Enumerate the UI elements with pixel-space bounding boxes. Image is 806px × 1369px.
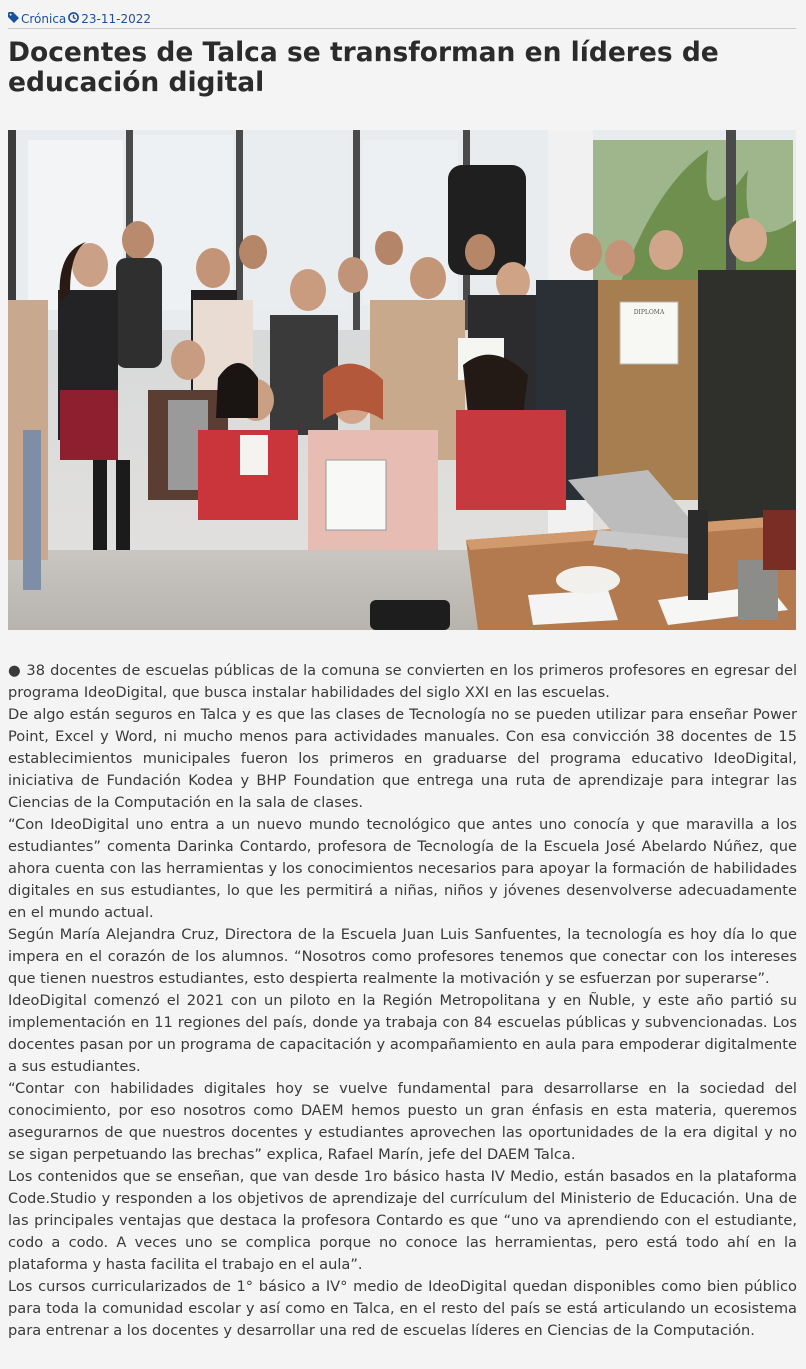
article-title: Docentes de Talca se transforman en líderes de educación digital: [8, 37, 719, 98]
body-paragraph: Los cursos curricularizados de 1° básico a IV° medio de IdeoDigital quedan disponibles como bien público para toda la comunidad escolar y así como en Talca, en el resto del país se está articulando un ecosistema para entrenar a los docentes y desarrollar una red de escuelas líderes en Ciencias de la Computación.: [8, 1278, 797, 1339]
body-paragraph: “Contar con habilidades digitales hoy se vuelve fundamental para desarrollarse en la sociedad del conocimiento, por eso nosotros como DAEM hemos puesto un gran énfasis en esta materia, queremos asegurarnos de que nuestros docentes y estudiantes aprovechen las oportunidades de la era digital y no se sigan perpetuando las brechas” explica, Rafael Marín, jefe del DAEM Talca.: [8, 1080, 797, 1163]
group-photo-illustration: [8, 130, 796, 630]
lead-paragraph: ● 38 docentes de escuelas públicas de la comuna se convierten en los primeros profesores en egresar del programa IdeoDigital, que busca instalar habilidades del siglo XXI en las escuelas.: [8, 662, 797, 701]
body-paragraph: IdeoDigital comenzó el 2021 con un piloto en la Región Metropolitana y en Ñuble, y este año partió su implementación en 11 regiones del país, donde ya trabaja con 84 escuelas públicas y subvencionadas. Los docentes pasan por un programa de capacitación y acompañamiento en aula para empoderar digitalmente a sus estudiantes.: [8, 992, 797, 1075]
clock-icon: [68, 11, 79, 28]
article-meta: [8, 10, 796, 29]
body-paragraph: “Con IdeoDigital uno entra a un nuevo mundo tecnológico que antes uno conocía y que maravilla a los estudiantes” comenta Darinka Contardo, profesora de Tecnología de la Escuela José Abelardo Núñez, que ahora cuenta con las herramientas y los conocimientos necesarios para apoyar la formación de habilidades digitales en sus estudiantes, lo que les permitirá a niñas, niños y jóvenes desenvolverse adecuadamente en el mundo actual.: [8, 816, 797, 921]
tag-icon: [8, 11, 19, 28]
publish-date: 23-11-2022: [81, 11, 152, 26]
diploma-heading: DIPLOMA: [633, 309, 665, 316]
body-paragraph: Los contenidos que se enseñan, que van desde 1ro básico hasta IV Medio, están basados en la plataforma Code.Studio y responden a los objetivos de aprendizaje del currículum del Ministerio de Educación. Una de las principales ventajas que destaca la profesora Contardo es que “uno va aprendiendo con el estudiante, codo a codo. A veces uno se complica porque no conoce las herramientas, pero está todo ahí en la plataforma y hasta facilita el trabajo en el aula”.: [8, 1168, 797, 1273]
body-paragraph: Según María Alejandra Cruz, Directora de la Escuela Juan Luis Sanfuentes, la tecnología es hoy día lo que impera en el corazón de los alumnos. “Nosotros como profesores tenemos que conectar con los intereses que tienen nuestros estudiantes, esto despierta realmente la motivación y se esfuerzan por superarse”.: [8, 926, 797, 987]
group-photo: [8, 130, 796, 630]
article-body: [8, 660, 797, 1342]
category-link[interactable]: Crónica: [21, 11, 67, 26]
body-paragraph: De algo están seguros en Talca y es que las clases de Tecnología no se pueden utilizar para enseñar Power Point, Excel y Word, ni mucho menos para actividades manuales. Con esa convicción 38 docentes de 15 establecimientos municipales fueron los primeros en graduarse del programa educativo IdeoDigital, iniciativa de Fundación Kodea y BHP Foundation que entrega una ruta de aprendizaje para integrar las Ciencias de la Computación en la sala de clases.: [8, 706, 797, 811]
